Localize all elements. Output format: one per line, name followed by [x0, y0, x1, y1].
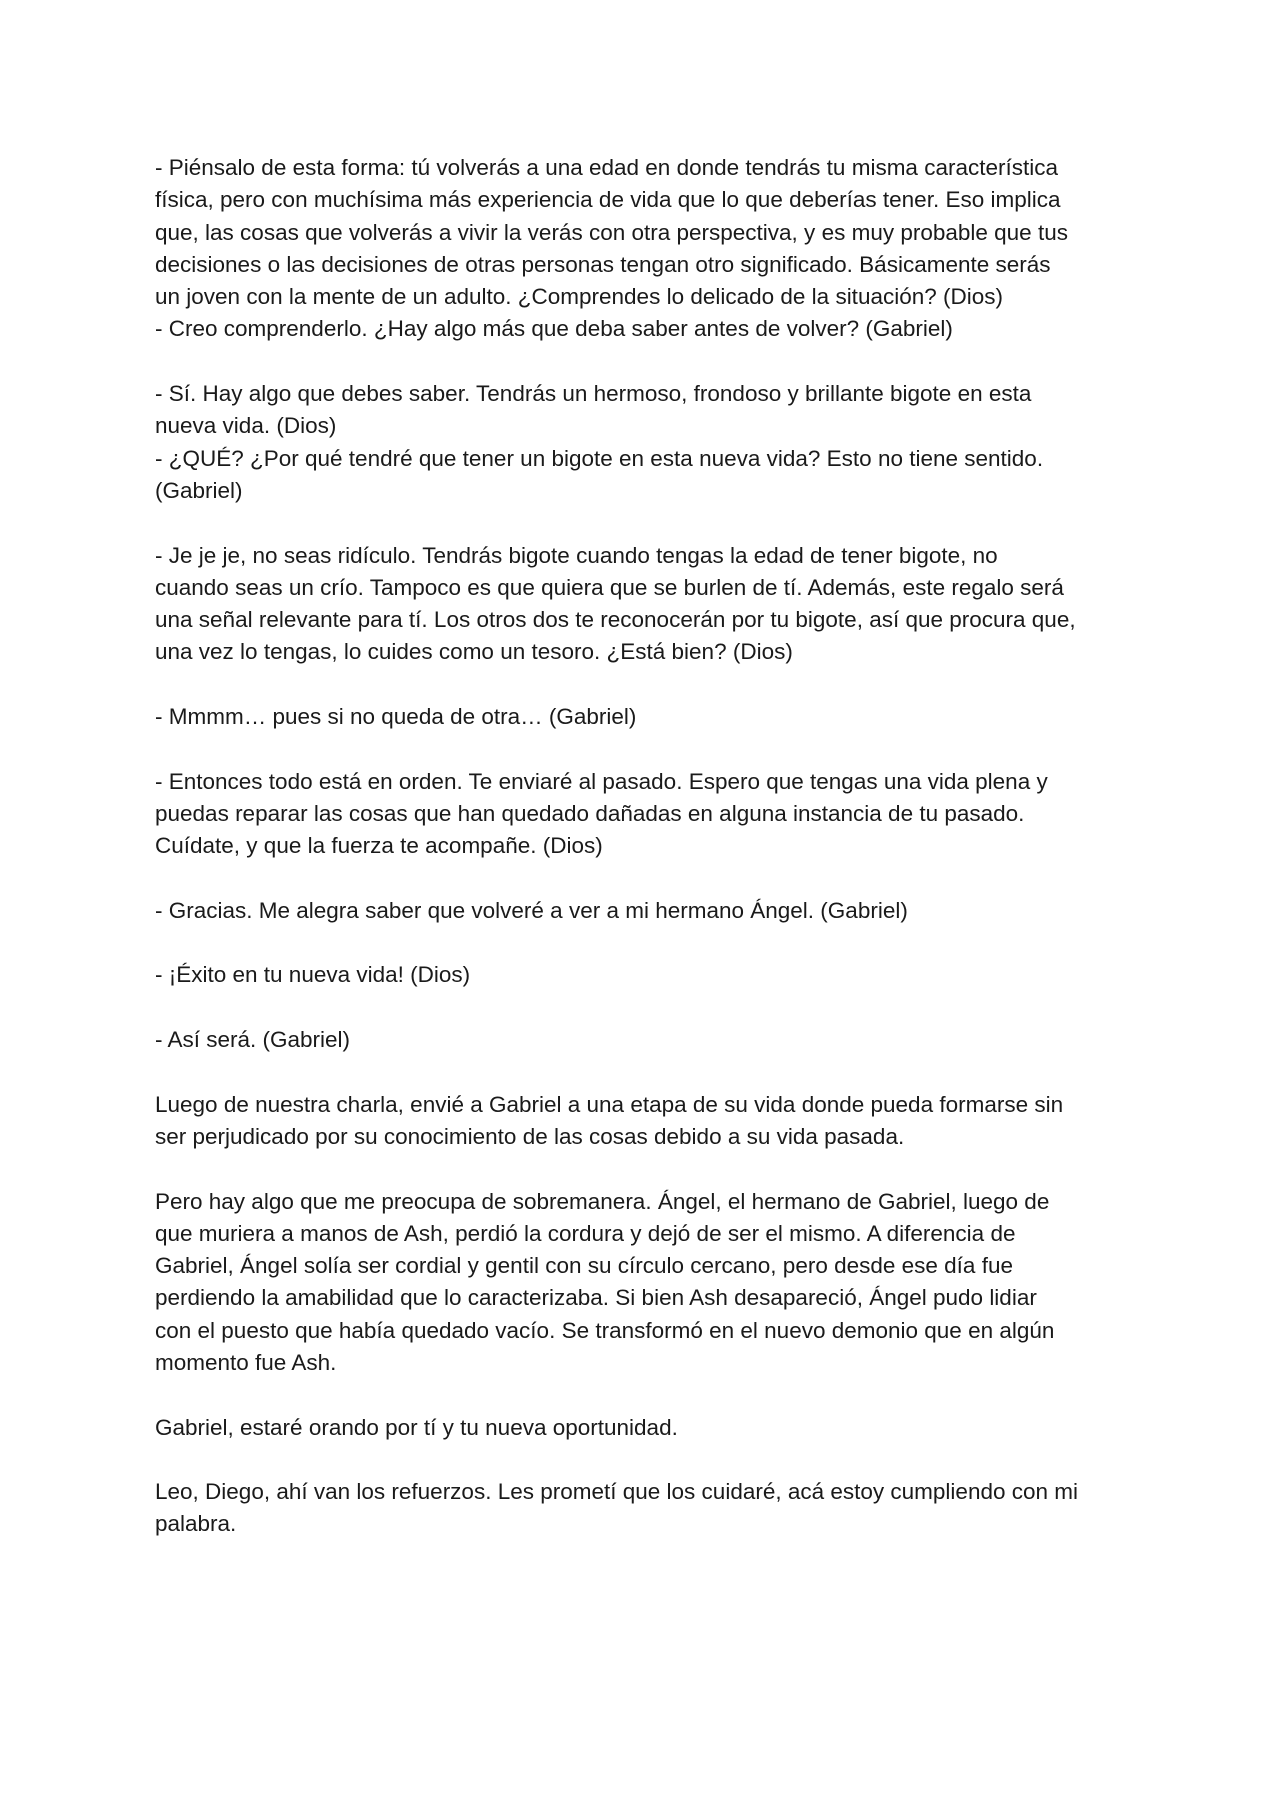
text-line: - Je je je, no seas ridículo. Tendrás bigote cuando tengas la edad de tener bigote, no: [155, 542, 998, 568]
paragraph: [155, 959, 1135, 991]
text-line: - ¿QUÉ? ¿Por qué tendré que tener un bigote en esta nueva vida? Esto no tiene sentido.: [155, 445, 1044, 471]
text-line: que, las cosas que volverás a vivir la verás con otra perspectiva, y es muy probable que tus: [155, 219, 1068, 245]
paragraph: [155, 1089, 1135, 1154]
text-line: cuando seas un crío. Tampoco es que quiera que se burlen de tí. Además, este regalo será: [155, 574, 1064, 600]
text-line: decisiones o las decisiones de otras personas tengan otro significado. Básicamente serás: [155, 251, 1051, 277]
paragraph: [155, 895, 1135, 927]
text-line: Luego de nuestra charla, envié a Gabriel a una etapa de su vida donde pueda formarse sin: [155, 1091, 1064, 1117]
text-line: - Sí. Hay algo que debes saber. Tendrás un hermoso, frondoso y brillante bigote en esta: [155, 381, 1032, 407]
text-line: perdiendo la amabilidad que lo caracterizaba. Si bien Ash desapareció, Ángel pudo lidiar: [155, 1285, 1037, 1311]
text-line: puedas reparar las cosas que han quedado dañadas en alguna instancia de tu pasado.: [155, 800, 1025, 826]
text-line: - Entonces todo está en orden. Te enviaré al pasado. Espero que tengas una vida plena y: [155, 768, 1048, 794]
paragraph: [155, 766, 1135, 863]
paragraph: [155, 701, 1135, 733]
text-line: que muriera a manos de Ash, perdió la cordura y dejó de ser el mismo. A diferencia de: [155, 1220, 1016, 1246]
text-line: - Así será. (Gabriel): [155, 1027, 351, 1053]
text-line: palabra.: [155, 1511, 237, 1537]
paragraph: [155, 1186, 1135, 1380]
text-line: (Gabriel): [155, 477, 243, 503]
text-line: un joven con la mente de un adulto. ¿Comprendes lo delicado de la situación? (Dios): [155, 284, 1004, 310]
text-line: Gabriel, estaré orando por tí y tu nueva oportunidad.: [155, 1414, 678, 1440]
text-line: Pero hay algo que me preocupa de sobremanera. Ángel, el hermano de Gabriel, luego de: [155, 1188, 1050, 1214]
text-line: con el puesto que había quedado vacío. Se transformó en el nuevo demonio que en algún: [155, 1317, 1055, 1343]
paragraph: [155, 152, 1135, 346]
text-line: una señal relevante para tí. Los otros dos te reconocerán por tu bigote, así que procura que,: [155, 607, 1076, 633]
text-line: nueva vida. (Dios): [155, 413, 337, 439]
text-line: Gabriel, Ángel solía ser cordial y gentil con su círculo cercano, pero desde ese día fue: [155, 1253, 1013, 1279]
text-line: - Gracias. Me alegra saber que volveré a ver a mi hermano Ángel. (Gabriel): [155, 897, 908, 923]
text-line: - Piénsalo de esta forma: tú volverás a una edad en donde tendrás tu misma característica: [155, 155, 1058, 180]
text-line: - Mmmm… pues si no queda de otra… (Gabriel): [155, 704, 637, 730]
document-page: [155, 152, 1135, 1573]
text-line: momento fue Ash.: [155, 1349, 337, 1375]
text-line: física, pero con muchísima más experiencia de vida que lo que deberías tener. Eso implica: [155, 187, 1061, 213]
paragraph: [155, 1412, 1135, 1444]
paragraph: [155, 1024, 1135, 1056]
text-line: Cuídate, y que la fuerza te acompañe. (Dios): [155, 833, 603, 859]
document-body: [155, 152, 1135, 1541]
text-line: - Creo comprenderlo. ¿Hay algo más que deba saber antes de volver? (Gabriel): [155, 316, 953, 342]
text-line: Leo, Diego, ahí van los refuerzos. Les prometí que los cuidaré, acá estoy cumpliendo con mi: [155, 1479, 1079, 1505]
text-line: una vez lo tengas, lo cuides como un tesoro. ¿Está bien? (Dios): [155, 639, 793, 665]
text-line: ser perjudicado por su conocimiento de las cosas debido a su vida pasada.: [155, 1123, 905, 1149]
paragraph: [155, 1476, 1135, 1541]
text-line: - ¡Éxito en tu nueva vida! (Dios): [155, 962, 471, 988]
paragraph: [155, 540, 1135, 669]
paragraph: [155, 378, 1135, 507]
